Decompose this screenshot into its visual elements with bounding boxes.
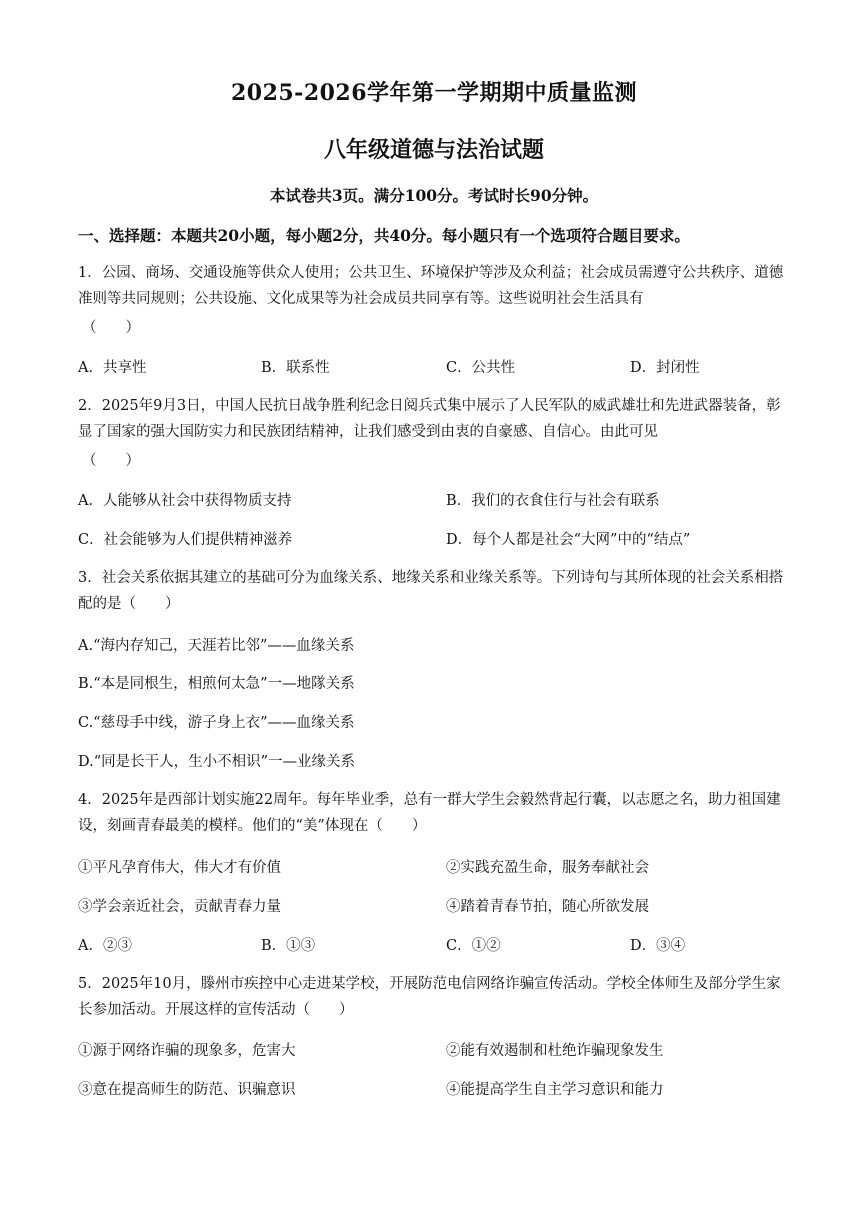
question-4-item-2: ②实践充盈生命，服务奉献社会 [446, 860, 649, 876]
question-5-item-4: ④能提高学生自主学习意识和能力 [446, 1082, 664, 1098]
exam-info: 本试卷共3页。满分100分。考试时长90分钟。 [269, 186, 599, 205]
question-3-option-c: C.“慈母手中线，游子身上衣”——血缘关系 [78, 715, 355, 731]
question-4-item-4: ④踏着青春节拍，随心所欲发展 [446, 899, 649, 915]
question-1-option-a: A．共享性 [78, 360, 147, 376]
question-1-option-c: C．公共性 [446, 360, 516, 376]
question-2-answer-paren: （ ） [82, 453, 140, 469]
exam-title: 2025-2026学年第一学期期中质量监测 [230, 80, 638, 106]
question-4-item-1: ①平凡孕育伟大，伟大才有价值 [78, 860, 281, 876]
question-1-option-d: D．封闭性 [630, 360, 700, 376]
question-3-option-b: B.“本是同根生，相煎何太急”一—地隊关系 [78, 676, 355, 692]
exam-subtitle: 八年级道德与法治试题 [323, 137, 544, 163]
question-4-option-b: B．①③ [261, 938, 316, 954]
section-heading: 一、选择题：本题共20小题，每小题2分，共40分。每小题只有一个选项符合题目要求。 [78, 226, 690, 245]
question-4-option-a: A．②③ [78, 938, 132, 954]
question-2-stem: 2．2025年9月3日，中国人民抗日战争胜利纪念日阅兵式集中展示了人民军队的威武雄壮和先进武器装备，彰显了国家的强大国防实力和民族团结精神，让我们感受到由衷的自豪感、自信心。由此可见 [78, 398, 781, 440]
question-5-stem: 5．2025年10月，滕州市疾控中心走进某学校，开展防范电信网络诈骗宣传活动。学校全体师生及部分学生家长参加活动。开展这样的宣传活动（ ） [78, 976, 781, 1018]
question-3-stem: 3．社会关系依据其建立的基础可分为血缘关系、地缘关系和业缘关系等。下列诗句与其所体现的社会关系相搭配的是（ ） [78, 570, 784, 612]
question-1-stem: 1．公园、商场、交通设施等供众人使用；公共卫生、环境保护等涉及众利益；社会成员需遵守公共秩序、道德准则等共同规则；公共设施、文化成果等为社会成员共同享有等。这些说明社会生活具有 [78, 265, 784, 307]
question-5-item-1: ①源于网络诈骗的现象多，危害大 [78, 1043, 296, 1059]
question-4-stem: 4．2025年是西部计划实施22周年。每年毕业季，总有一群大学生会毅然背起行囊，以志愿之名，助力祖国建设，刻画青春最美的模样。他们的“美”体现在（ ） [78, 792, 781, 834]
question-1-answer-paren: （ ） [82, 320, 140, 336]
question-1-option-b: B．联系性 [261, 360, 330, 376]
question-5-item-2: ②能有效遏制和杜绝诈骗现象发生 [446, 1043, 664, 1059]
question-4-option-c: C．①② [446, 938, 501, 954]
question-5-item-3: ③意在提高师生的防范、识骗意识 [78, 1082, 296, 1098]
question-2-option-b: B．我们的衣食住行与社会有联系 [446, 493, 660, 509]
question-2-option-d: D．每个人都是社会“大网”中的“结点” [446, 532, 691, 548]
question-2-option-a: A．人能够从社会中获得物质支持 [78, 493, 292, 509]
question-3-option-d: D.“同是长干人，生小不相识”一—业缘关系 [78, 754, 356, 770]
question-2-option-c: C．社会能够为人们提供精神滋养 [78, 532, 293, 548]
question-3-option-a: A.“海内存知己，天涯若比邻”——血缘关系 [78, 638, 355, 654]
question-4-option-d: D．③④ [630, 938, 686, 954]
question-4-item-3: ③学会亲近社会，贡献青春力量 [78, 899, 281, 915]
